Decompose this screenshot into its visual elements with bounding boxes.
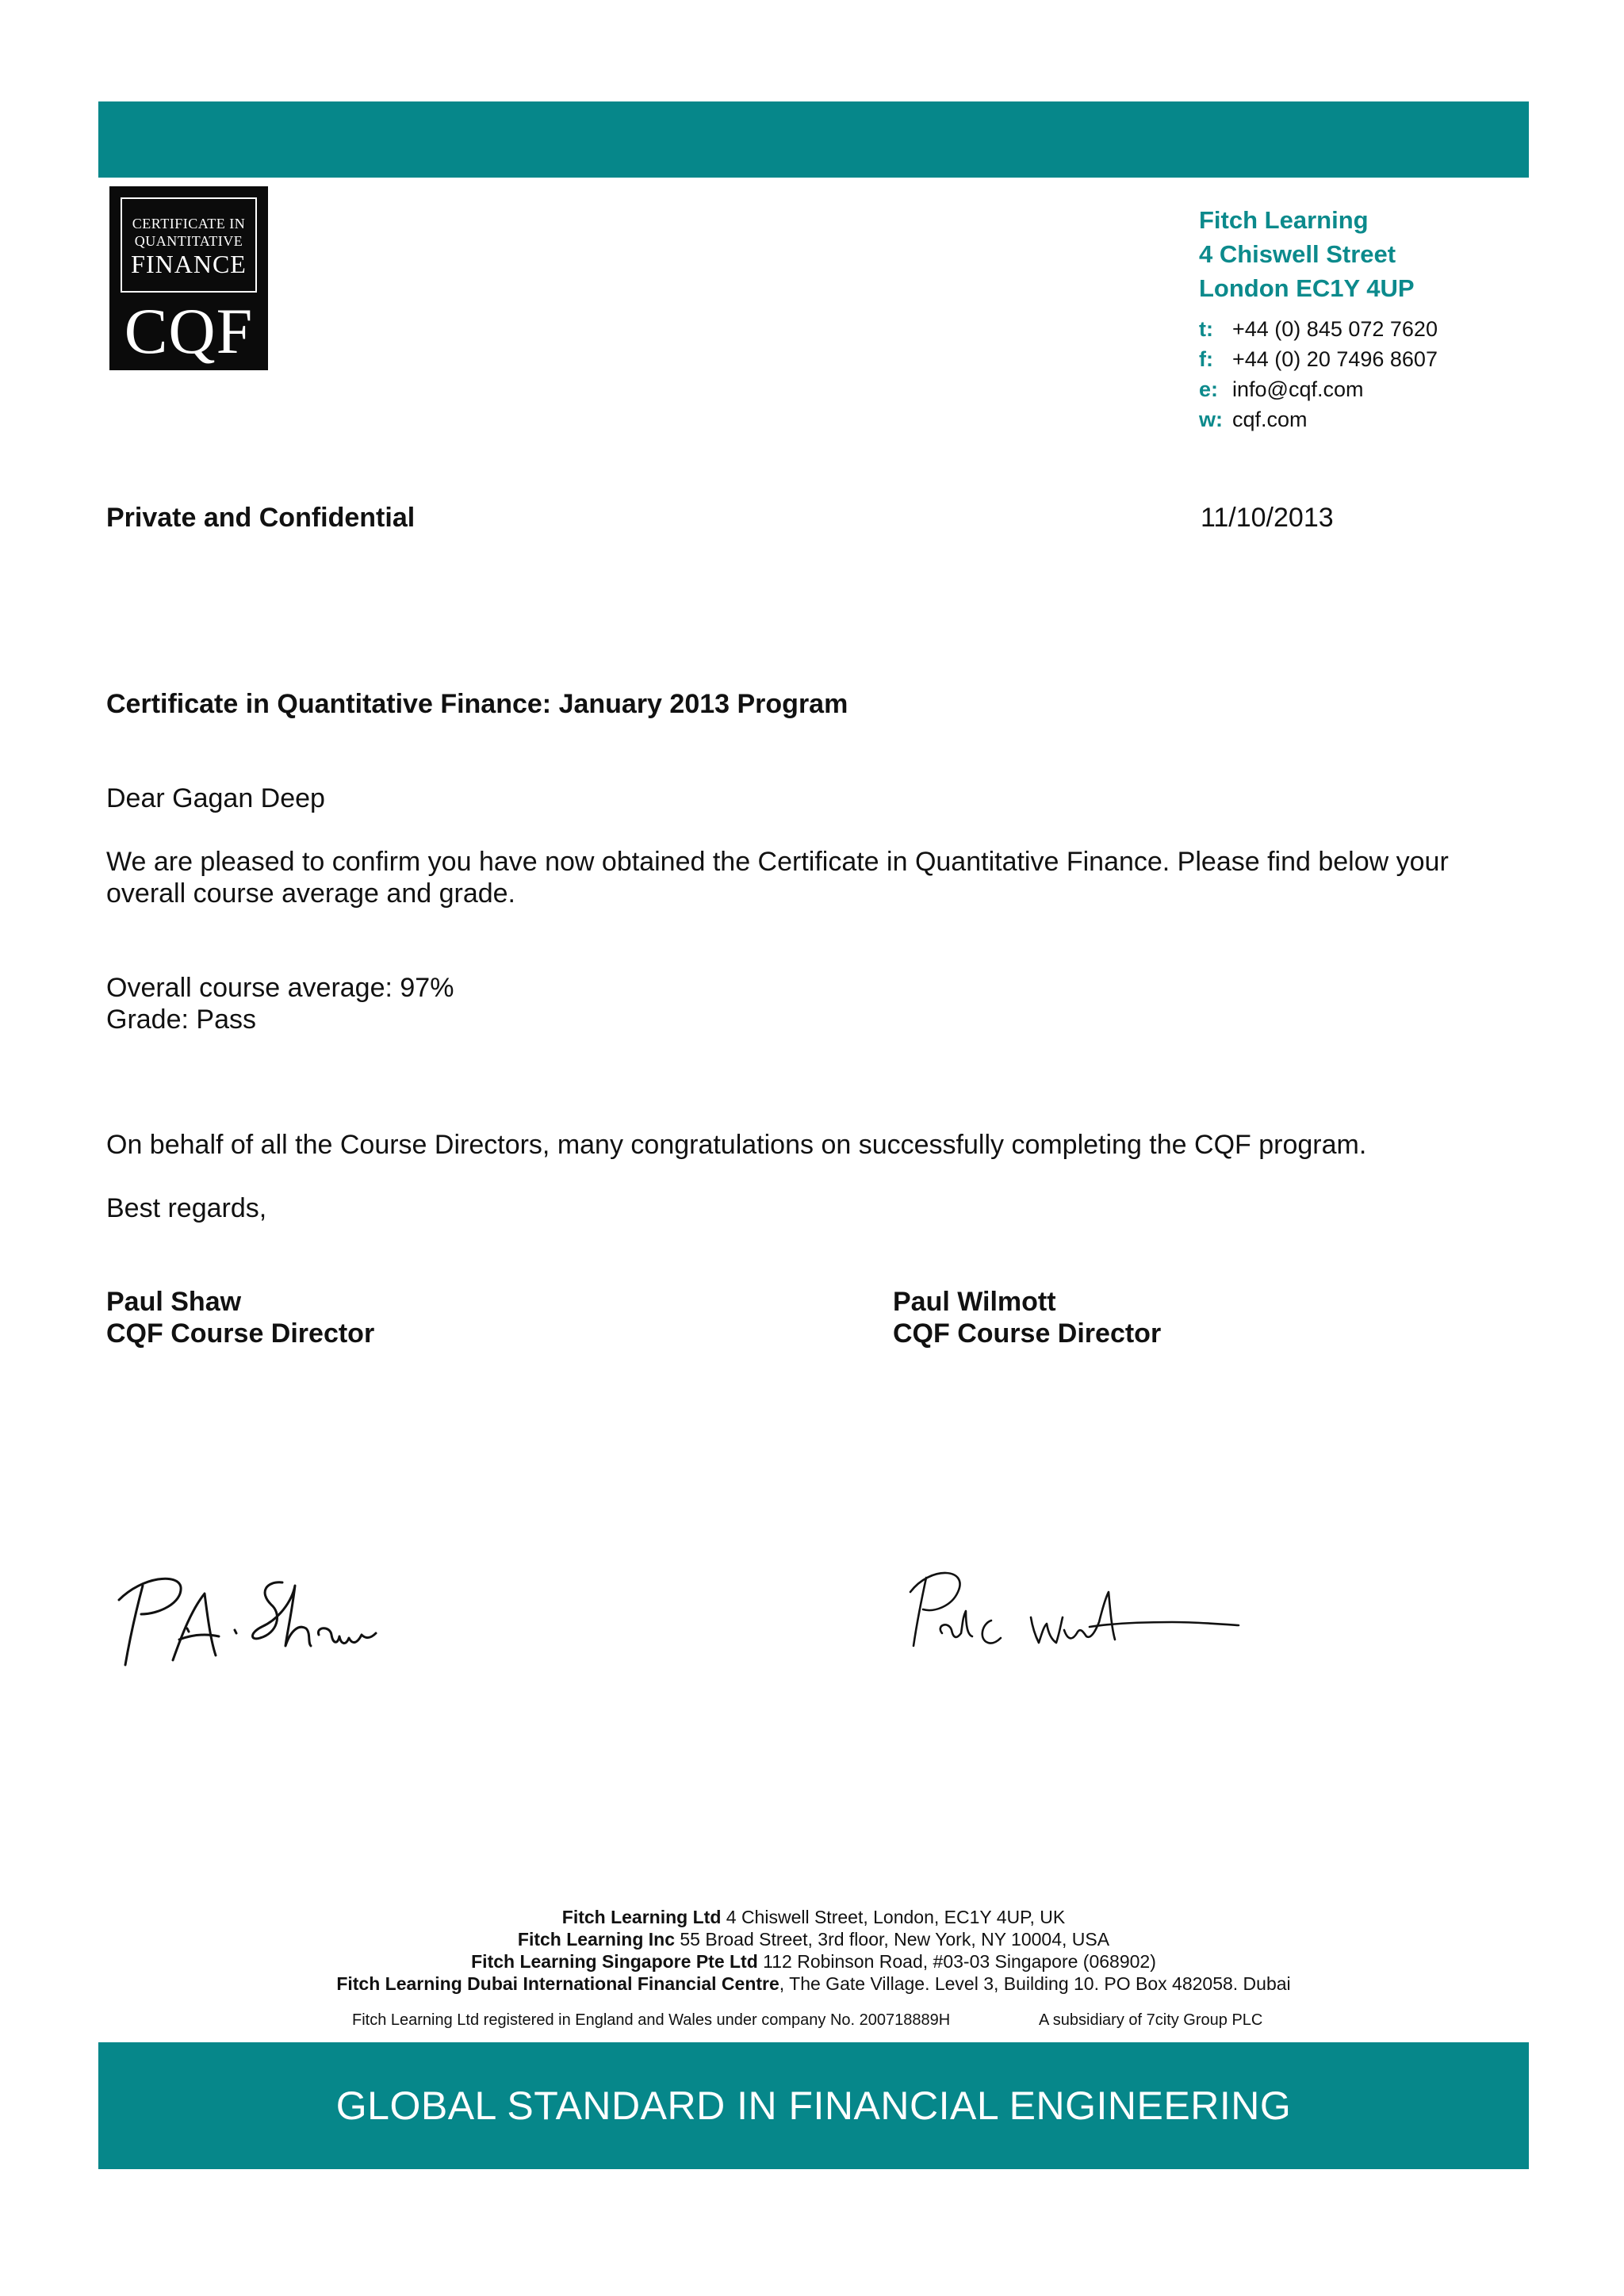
- footer-line: [98, 1928, 1529, 1950]
- signatory-2-title: CQF Course Director: [893, 1318, 1162, 1349]
- sender-city: London EC1Y 4UP: [1199, 274, 1415, 302]
- body-line-2: overall course average and grade.: [106, 878, 515, 909]
- contact-key: w:: [1199, 408, 1223, 431]
- sender-company: Fitch Learning: [1199, 206, 1369, 234]
- fax-number: +44 (0) 20 7496 8607: [1232, 347, 1438, 371]
- salutation: Dear Gagan Deep: [106, 783, 325, 813]
- registration-note: Fitch Learning Ltd registered in England and Wales under company No. 200718889H: [352, 2011, 951, 2029]
- logo-line-2: QUANTITATIVE: [134, 233, 243, 249]
- phone-number: +44 (0) 845 072 7620: [1232, 317, 1438, 341]
- sender-street: 4 Chiswell Street: [1199, 240, 1396, 268]
- classification: Private and Confidential: [106, 503, 416, 533]
- logo-mark: CQF: [124, 295, 254, 367]
- entity-name: Fitch Learning Ltd: [561, 1907, 722, 1927]
- letter-subject: Certificate in Quantitative Finance: January 2013 Program: [106, 689, 848, 719]
- footer-line: [98, 1973, 1529, 1995]
- footer-addresses: [98, 1906, 1529, 1995]
- closing: Best regards,: [106, 1193, 267, 1223]
- contact-fax: [1199, 344, 1438, 374]
- signatory-2-name: Paul Wilmott: [893, 1287, 1056, 1317]
- entity-address: 55 Broad Street, 3rd floor, New York, NY 10004, USA: [675, 1929, 1110, 1950]
- signature-paul-shaw: [103, 1562, 404, 1681]
- body-line-1: We are pleased to confirm you have now obtained the Certificate in Quantitative Finance. Please find below your: [106, 847, 1449, 877]
- sender-contacts: [1199, 314, 1438, 434]
- cqf-logo: [109, 186, 268, 370]
- contact-web: [1199, 404, 1438, 434]
- footer-line: [98, 1950, 1529, 1973]
- contact-key: f:: [1199, 347, 1213, 371]
- signature-paul-wilmott: [902, 1560, 1243, 1663]
- sender-address: [1199, 203, 1415, 305]
- entity-address: 112 Robinson Road, #03-03 Singapore (068902): [757, 1951, 1156, 1972]
- tagline: GLOBAL STANDARD IN FINANCIAL ENGINEERING: [335, 2084, 1292, 2128]
- logo-line-3: FINANCE: [131, 250, 247, 278]
- contact-key: e:: [1199, 377, 1219, 401]
- email-link[interactable]: info@cqf.com: [1232, 377, 1364, 401]
- entity-name: Fitch Learning Inc: [517, 1929, 675, 1950]
- contact-phone: [1199, 314, 1438, 344]
- logo-text-panel: [121, 197, 257, 293]
- footer-line: [98, 1906, 1529, 1928]
- signatory-1-name: Paul Shaw: [106, 1287, 242, 1317]
- tagline-band: [98, 2042, 1529, 2169]
- header-band: [98, 101, 1529, 178]
- subsidiary-note: A subsidiary of 7city Group PLC: [1039, 2011, 1263, 2029]
- letter-date: 11/10/2013: [1201, 503, 1334, 533]
- course-average: Overall course average: 97%: [106, 973, 454, 1003]
- entity-address: , The Gate Village. Level 3, Building 10. PO Box 482058. Dubai: [779, 1973, 1291, 1994]
- entity-name: Fitch Learning Singapore Pte Ltd: [471, 1951, 758, 1972]
- contact-email: [1199, 374, 1438, 404]
- entity-address: 4 Chiswell Street, London, EC1Y 4UP, UK: [721, 1907, 1066, 1927]
- entity-name: Fitch Learning Dubai International Financial Centre: [336, 1973, 779, 1994]
- logo-line-1: CERTIFICATE IN: [132, 216, 246, 232]
- website-link[interactable]: cqf.com: [1232, 408, 1308, 431]
- congratulations: On behalf of all the Course Directors, many congratulations on successfully completing the CQF program.: [106, 1130, 1367, 1160]
- course-grade: Grade: Pass: [106, 1004, 256, 1035]
- contact-key: t:: [1199, 317, 1213, 341]
- signatory-1-title: CQF Course Director: [106, 1318, 375, 1349]
